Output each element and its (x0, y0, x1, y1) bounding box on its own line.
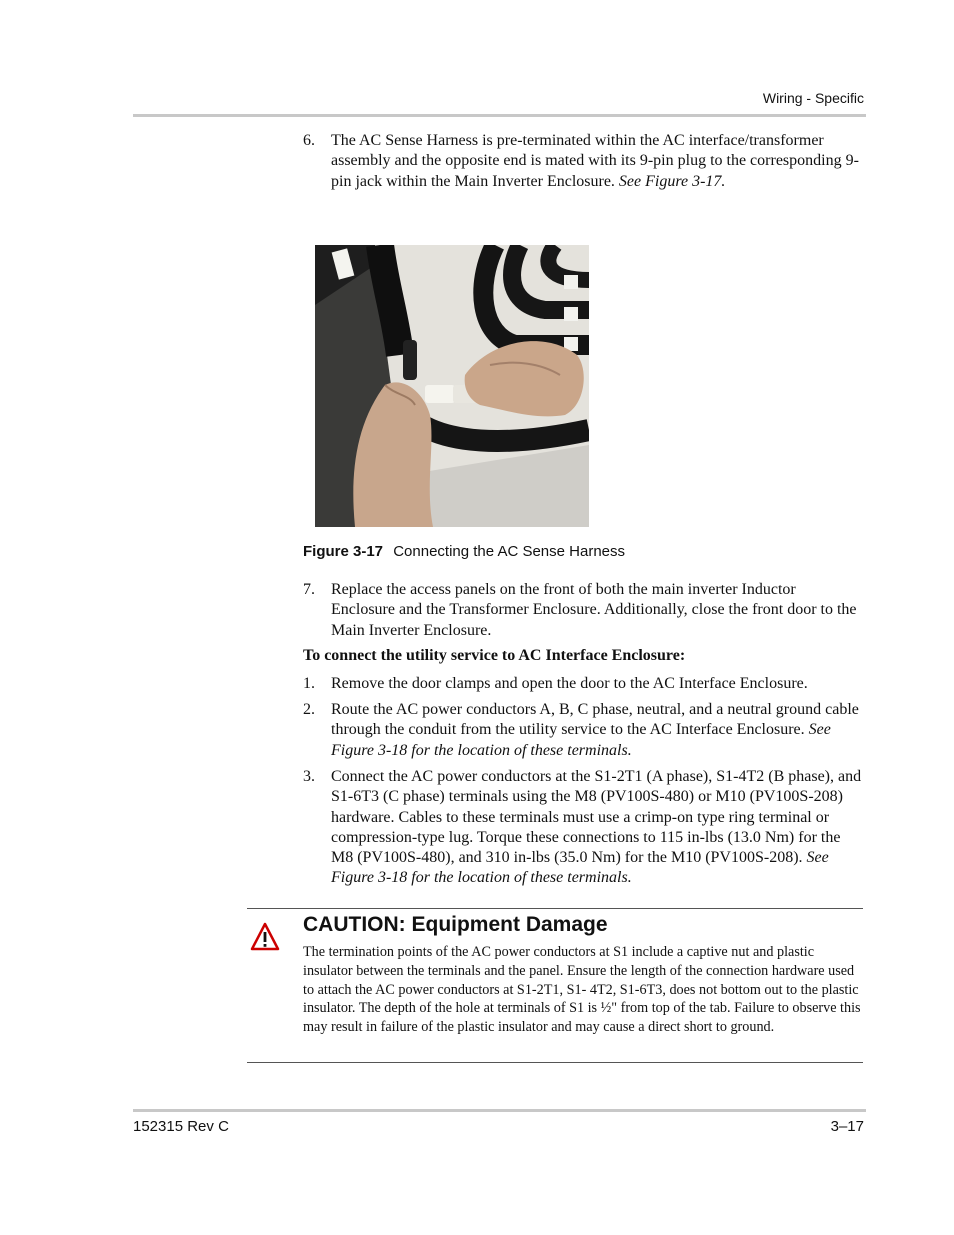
figure-label: Figure 3-17 (303, 543, 384, 560)
step-text: Remove the door clamps and open the door to the AC Interface Enclosure. (331, 675, 808, 692)
figure-reference: See Figure 3-18 for the location of these terminals. (331, 721, 831, 759)
step-6 (303, 131, 863, 192)
step-number: 3. (303, 768, 315, 785)
procedure-step-2 (303, 700, 863, 761)
figure-caption (303, 543, 625, 560)
step-number: 1. (303, 675, 315, 692)
step-text: The AC Sense Harness is pre-terminated within the AC interface/transformer assembly and the opposite end is mated with its 9-pin plug to the corresponding 9-pin jack within the Main Inverter Enclosure. (331, 132, 859, 190)
procedure-step-3 (303, 767, 863, 889)
warning-triangle-icon (250, 922, 280, 952)
caution-title: CAUTION: Equipment Damage (303, 913, 608, 936)
step-text: Replace the access panels on the front of both the main inverter Inductor Enclosure and the Transformer Enclosure. Additionally, close the front door to the Main Inverter Enclosure. (331, 581, 857, 639)
figure-photo (315, 245, 589, 527)
caution-top-rule (247, 908, 863, 909)
step-7 (303, 580, 863, 641)
step-text: Route the AC power conductors A, B, C phase, neutral, and a neutral ground cable through the conduit from the utility service to the AC Interface Enclosure. (331, 701, 859, 739)
running-header: Wiring - Specific (762, 90, 864, 106)
footer-rule (133, 1109, 866, 1112)
procedure-heading: To connect the utility service to AC Interface Enclosure: (303, 647, 686, 664)
step-number: 2. (303, 701, 315, 718)
figure-caption-text: Connecting the AC Sense Harness (393, 543, 626, 560)
figure-reference: See Figure 3-17. (618, 172, 726, 190)
page-number: 3–17 (830, 1118, 864, 1135)
document-number: 152315 Rev C (133, 1118, 229, 1135)
figure-reference: See Figure 3-18 for the location of these terminals. (331, 849, 829, 887)
caution-bottom-rule (247, 1062, 863, 1063)
step-text: Connect the AC power conductors at the S1-2T1 (A phase), S1-4T2 (B phase), and S1-6T3 (C phase) terminals using the M8 (PV100S-480) or M10 (PV100S-208) hardware. Cables to these terminals must use a crimp-on type ring terminal or compression-type lug. Torque these connections to 115 in-lbs (13.0 Nm) for the M8 (PV100S-480), and 310 in-lbs (35.0 Nm) for the M10 (PV100S-208). (331, 768, 862, 867)
procedure-step-1 (303, 674, 863, 694)
header-rule (133, 114, 866, 117)
caution-body: The termination points of the AC power conductors at S1 include a captive nut and plastic insulator between the terminals and the panel. Ensure the length of the connection hardware used to attach the AC power conductors at S1-2T1, S1- 4T2, S1-6T3, does not bottom out to the plastic insulator. The depth of the hole at terminals of S1 is ½" from top of the tab. Failure to observe this may result in failure of the plastic insulator and may cause a direct short to ground. (303, 944, 861, 1036)
step-number: 7. (303, 581, 315, 598)
step-number: 6. (303, 132, 315, 149)
